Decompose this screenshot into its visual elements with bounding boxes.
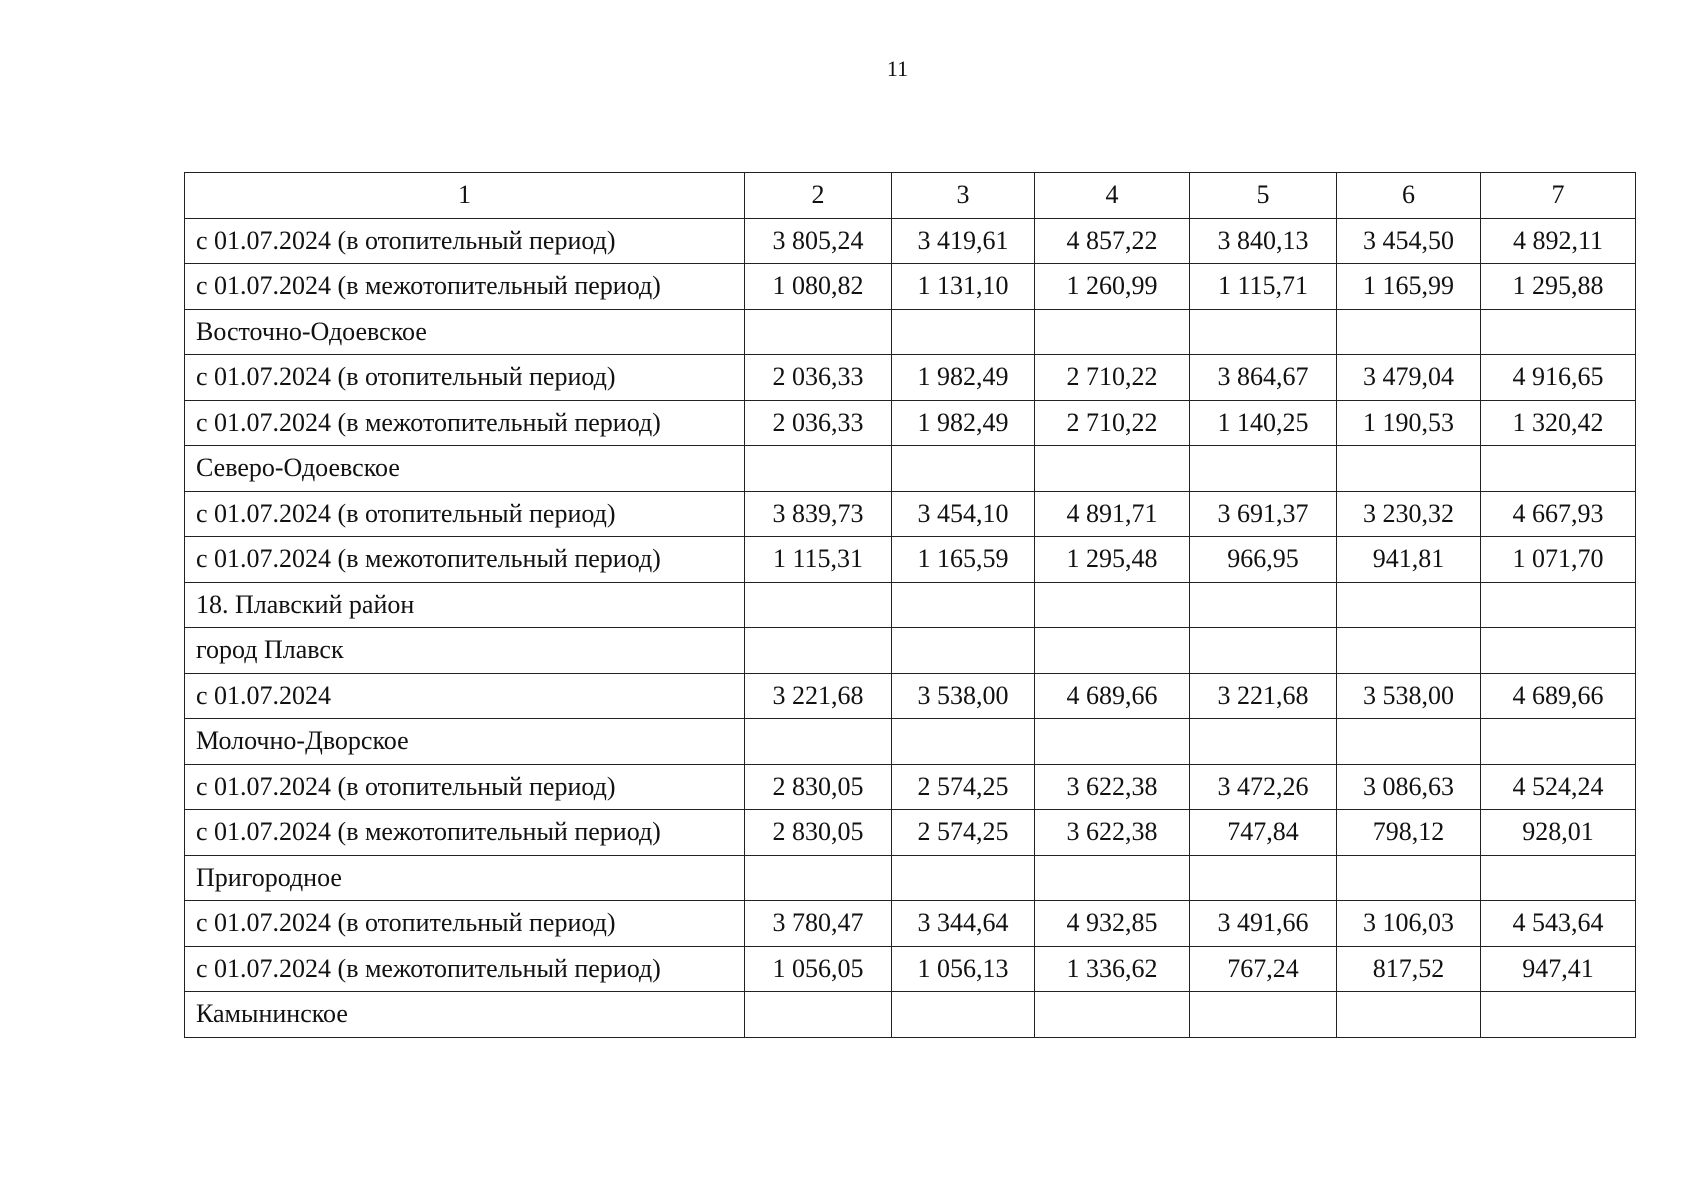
table-row <box>185 355 1636 401</box>
column-header: 4 <box>1035 173 1190 219</box>
table-row <box>185 264 1636 310</box>
value-cell: 1 131,10 <box>892 264 1035 310</box>
column-header: 3 <box>892 173 1035 219</box>
value-cell <box>1190 309 1337 355</box>
tariff-table <box>184 172 1636 1038</box>
value-cell: 1 260,99 <box>1035 264 1190 310</box>
value-cell <box>1035 628 1190 674</box>
value-cell <box>1481 628 1636 674</box>
value-cell: 1 190,53 <box>1337 400 1481 446</box>
value-cell: 2 710,22 <box>1035 400 1190 446</box>
value-cell: 4 689,66 <box>1035 673 1190 719</box>
value-cell <box>745 855 892 901</box>
value-cell: 2 830,05 <box>745 764 892 810</box>
value-cell <box>1337 309 1481 355</box>
table-row <box>185 628 1636 674</box>
value-cell <box>745 719 892 765</box>
column-header: 5 <box>1190 173 1337 219</box>
value-cell: 1 071,70 <box>1481 537 1636 583</box>
value-cell <box>745 446 892 492</box>
value-cell: 3 106,03 <box>1337 901 1481 947</box>
value-cell <box>1481 309 1636 355</box>
value-cell: 4 689,66 <box>1481 673 1636 719</box>
table-row <box>185 537 1636 583</box>
value-cell: 3 840,13 <box>1190 218 1337 264</box>
value-cell <box>1190 446 1337 492</box>
table-row <box>185 400 1636 446</box>
value-cell: 3 419,61 <box>892 218 1035 264</box>
value-cell <box>1190 719 1337 765</box>
value-cell <box>1337 992 1481 1038</box>
row-label: с 01.07.2024 (в отопительный период) <box>185 355 745 401</box>
column-header: 7 <box>1481 173 1636 219</box>
value-cell: 2 710,22 <box>1035 355 1190 401</box>
row-label: с 01.07.2024 (в отопительный период) <box>185 491 745 537</box>
value-cell: 1 056,13 <box>892 946 1035 992</box>
value-cell: 798,12 <box>1337 810 1481 856</box>
value-cell <box>1337 719 1481 765</box>
row-label: Северо-Одоевское <box>185 446 745 492</box>
value-cell: 3 622,38 <box>1035 764 1190 810</box>
value-cell <box>1035 992 1190 1038</box>
value-cell <box>1035 855 1190 901</box>
value-cell: 3 780,47 <box>745 901 892 947</box>
value-cell: 767,24 <box>1190 946 1337 992</box>
value-cell <box>1337 855 1481 901</box>
value-cell: 3 221,68 <box>745 673 892 719</box>
table-row <box>185 218 1636 264</box>
value-cell: 3 805,24 <box>745 218 892 264</box>
row-label: Восточно-Одоевское <box>185 309 745 355</box>
value-cell <box>1035 719 1190 765</box>
value-cell: 3 691,37 <box>1190 491 1337 537</box>
column-header: 2 <box>745 173 892 219</box>
value-cell: 3 491,66 <box>1190 901 1337 947</box>
value-cell: 4 891,71 <box>1035 491 1190 537</box>
value-cell: 1 295,88 <box>1481 264 1636 310</box>
row-label: Камынинское <box>185 992 745 1038</box>
table-row <box>185 855 1636 901</box>
value-cell: 4 543,64 <box>1481 901 1636 947</box>
value-cell: 1 295,48 <box>1035 537 1190 583</box>
value-cell: 3 221,68 <box>1190 673 1337 719</box>
value-cell: 3 864,67 <box>1190 355 1337 401</box>
value-cell: 1 140,25 <box>1190 400 1337 446</box>
value-cell <box>1190 992 1337 1038</box>
value-cell: 2 036,33 <box>745 355 892 401</box>
row-label: с 01.07.2024 <box>185 673 745 719</box>
value-cell: 1 056,05 <box>745 946 892 992</box>
value-cell <box>745 628 892 674</box>
table-row <box>185 309 1636 355</box>
value-cell: 4 932,85 <box>1035 901 1190 947</box>
value-cell <box>1337 628 1481 674</box>
row-label: с 01.07.2024 (в межотопительный период) <box>185 810 745 856</box>
value-cell: 966,95 <box>1190 537 1337 583</box>
value-cell <box>1035 309 1190 355</box>
table-header-row <box>185 173 1636 219</box>
value-cell: 1 165,99 <box>1337 264 1481 310</box>
value-cell: 941,81 <box>1337 537 1481 583</box>
value-cell <box>1481 446 1636 492</box>
column-header: 1 <box>185 173 745 219</box>
value-cell: 1 982,49 <box>892 400 1035 446</box>
value-cell: 3 344,64 <box>892 901 1035 947</box>
value-cell: 3 472,26 <box>1190 764 1337 810</box>
row-label: с 01.07.2024 (в отопительный период) <box>185 218 745 264</box>
value-cell <box>1190 628 1337 674</box>
value-cell <box>1337 582 1481 628</box>
value-cell: 3 538,00 <box>892 673 1035 719</box>
value-cell: 2 036,33 <box>745 400 892 446</box>
value-cell: 1 115,31 <box>745 537 892 583</box>
table-row <box>185 719 1636 765</box>
value-cell <box>1035 582 1190 628</box>
value-cell <box>745 992 892 1038</box>
value-cell: 4 892,11 <box>1481 218 1636 264</box>
value-cell: 4 857,22 <box>1035 218 1190 264</box>
value-cell: 4 916,65 <box>1481 355 1636 401</box>
value-cell <box>745 309 892 355</box>
value-cell <box>892 992 1035 1038</box>
value-cell: 3 479,04 <box>1337 355 1481 401</box>
table-row <box>185 582 1636 628</box>
value-cell: 1 336,62 <box>1035 946 1190 992</box>
table-row <box>185 446 1636 492</box>
value-cell <box>892 855 1035 901</box>
value-cell: 3 454,50 <box>1337 218 1481 264</box>
row-label: город Плавск <box>185 628 745 674</box>
value-cell: 2 830,05 <box>745 810 892 856</box>
value-cell <box>1481 582 1636 628</box>
value-cell: 1 982,49 <box>892 355 1035 401</box>
value-cell: 3 538,00 <box>1337 673 1481 719</box>
value-cell <box>892 719 1035 765</box>
table-body <box>185 173 1636 1038</box>
value-cell: 3 454,10 <box>892 491 1035 537</box>
value-cell <box>1190 855 1337 901</box>
value-cell <box>892 582 1035 628</box>
value-cell: 4 524,24 <box>1481 764 1636 810</box>
value-cell: 2 574,25 <box>892 810 1035 856</box>
table-row <box>185 491 1636 537</box>
value-cell <box>1481 855 1636 901</box>
value-cell <box>1337 446 1481 492</box>
value-cell: 3 086,63 <box>1337 764 1481 810</box>
row-label: с 01.07.2024 (в межотопительный период) <box>185 400 745 446</box>
value-cell <box>1190 582 1337 628</box>
value-cell: 817,52 <box>1337 946 1481 992</box>
row-label: Молочно-Дворское <box>185 719 745 765</box>
value-cell <box>1035 446 1190 492</box>
value-cell <box>892 309 1035 355</box>
value-cell: 2 574,25 <box>892 764 1035 810</box>
value-cell: 3 839,73 <box>745 491 892 537</box>
row-label: с 01.07.2024 (в межотопительный период) <box>185 537 745 583</box>
value-cell <box>1481 719 1636 765</box>
value-cell: 747,84 <box>1190 810 1337 856</box>
row-label: с 01.07.2024 (в отопительный период) <box>185 764 745 810</box>
value-cell: 947,41 <box>1481 946 1636 992</box>
value-cell: 1 080,82 <box>745 264 892 310</box>
row-label: 18. Плавский район <box>185 582 745 628</box>
value-cell <box>745 582 892 628</box>
table-row <box>185 764 1636 810</box>
table-row <box>185 673 1636 719</box>
table-row <box>185 810 1636 856</box>
row-label: с 01.07.2024 (в межотопительный период) <box>185 264 745 310</box>
value-cell: 1 320,42 <box>1481 400 1636 446</box>
value-cell <box>892 628 1035 674</box>
table-row <box>185 901 1636 947</box>
value-cell: 3 622,38 <box>1035 810 1190 856</box>
value-cell: 1 165,59 <box>892 537 1035 583</box>
value-cell: 4 667,93 <box>1481 491 1636 537</box>
page-number: 11 <box>886 56 909 81</box>
value-cell <box>892 446 1035 492</box>
row-label: Пригородное <box>185 855 745 901</box>
value-cell: 1 115,71 <box>1190 264 1337 310</box>
row-label: с 01.07.2024 (в межотопительный период) <box>185 946 745 992</box>
table-row <box>185 946 1636 992</box>
table-row <box>185 992 1636 1038</box>
column-header: 6 <box>1337 173 1481 219</box>
value-cell: 3 230,32 <box>1337 491 1481 537</box>
value-cell <box>1481 992 1636 1038</box>
row-label: с 01.07.2024 (в отопительный период) <box>185 901 745 947</box>
value-cell: 928,01 <box>1481 810 1636 856</box>
